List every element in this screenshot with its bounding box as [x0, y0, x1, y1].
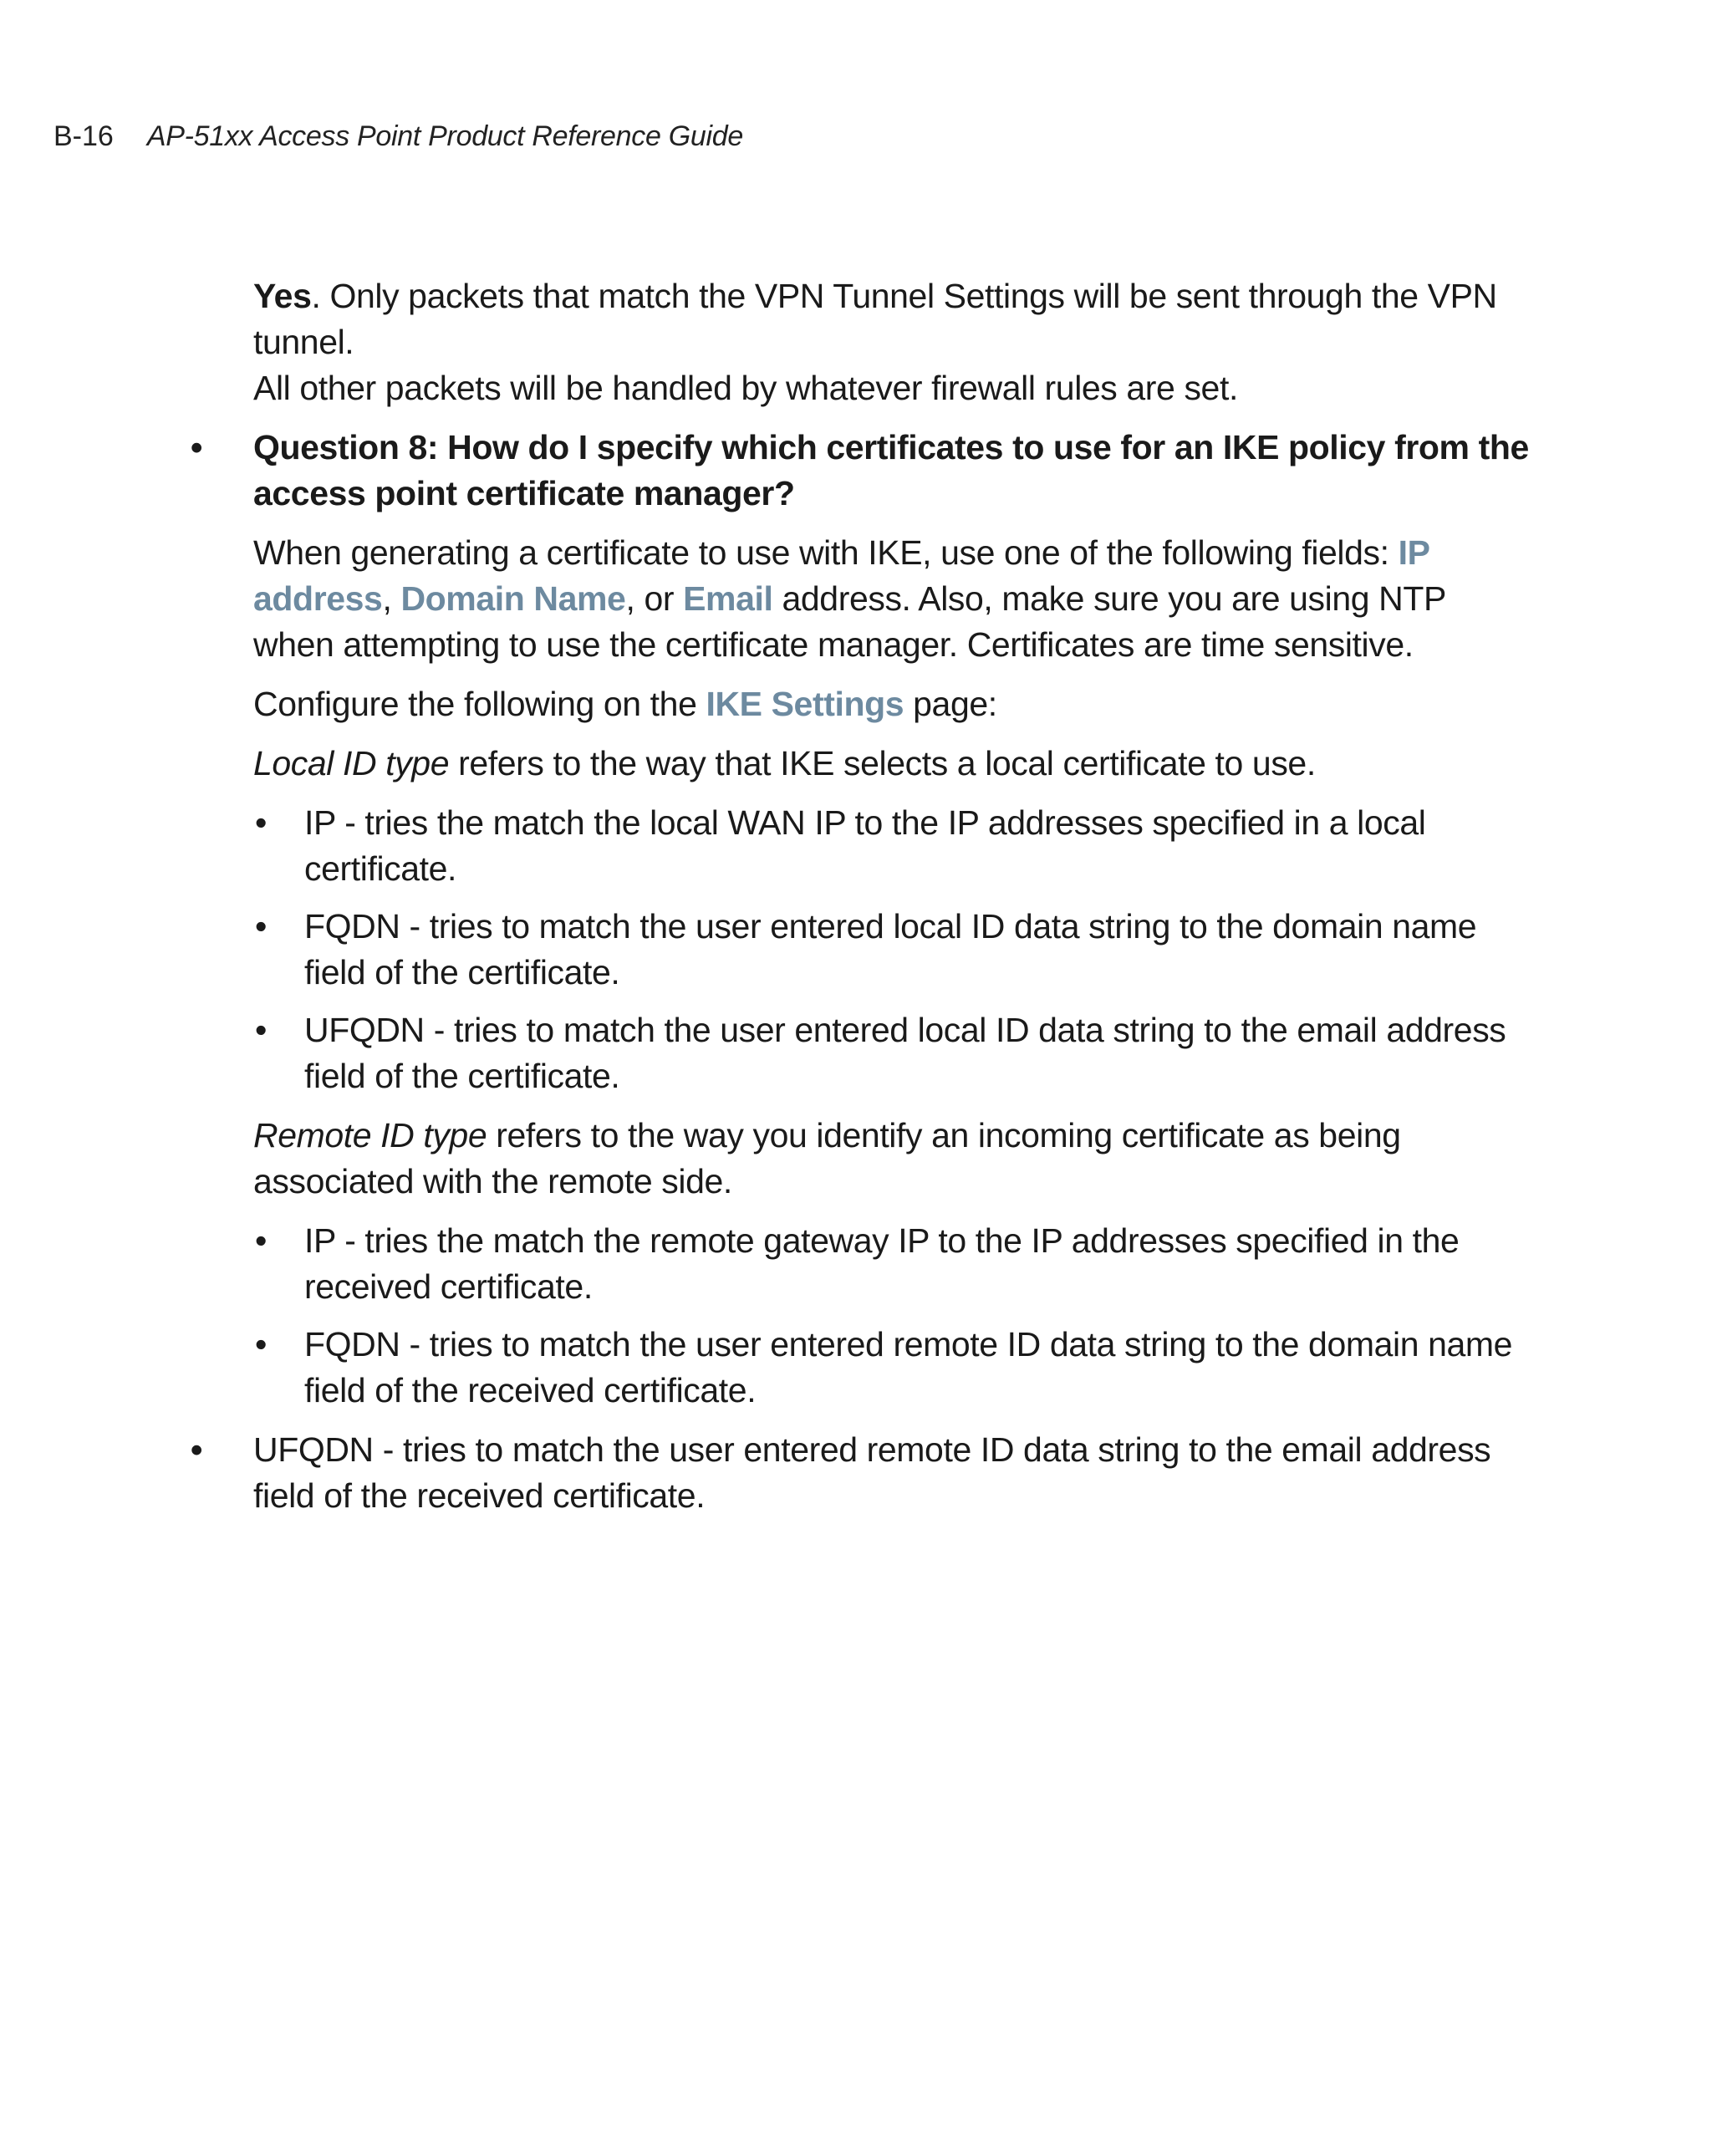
intro-line-1: . Only packets that match the VPN Tunnel Settings will be sent through the VPN tunnel. — [253, 277, 1497, 361]
body-content — [191, 273, 1532, 1532]
email-field-link: Email — [683, 579, 773, 618]
configure-text-before: Configure the following on the — [253, 685, 706, 723]
list-item-text: UFQDN - tries to match the user entered local ID data string to the email address field of the certificate. — [304, 1011, 1506, 1095]
remote-id-options-list — [253, 1218, 1532, 1414]
list-item — [253, 1322, 1532, 1414]
remote-id-type-desc: refers to the way you identify an incoming certificate as being associated with the remote side. — [253, 1116, 1401, 1200]
list-item — [253, 800, 1532, 892]
local-id-type-desc: refers to the way that IKE selects a local certificate to use. — [449, 744, 1316, 782]
bullet-icon: • — [191, 428, 202, 466]
list-item-text: IP - tries the match the local WAN IP to the IP addresses specified in a local certificate. — [304, 803, 1426, 888]
list-item-text: IP - tries the match the remote gateway IP to the IP addresses specified in the received certificate. — [304, 1221, 1460, 1306]
question-8-item — [191, 425, 1532, 1414]
local-id-options-list — [253, 800, 1532, 1099]
fields-separator-1: , — [382, 579, 401, 618]
configure-paragraph — [253, 681, 1532, 727]
ufqdn-remote-text: UFQDN - tries to match the user entered remote ID data string to the email address field of the received certificate. — [253, 1430, 1491, 1515]
bullet-icon: • — [255, 1221, 267, 1260]
bullet-icon: • — [255, 907, 267, 945]
configure-text-after: page: — [904, 685, 997, 723]
ike-settings-link: IKE Settings — [706, 685, 904, 723]
list-item — [253, 1218, 1532, 1310]
ip-address-field-link: IP address — [253, 533, 1429, 618]
bullet-icon: • — [191, 1430, 202, 1469]
running-header — [54, 117, 743, 155]
local-id-type-paragraph — [253, 741, 1532, 787]
remote-id-type-term: Remote ID type — [253, 1116, 487, 1154]
local-id-type-term: Local ID type — [253, 744, 450, 782]
intro-line-2: All other packets will be handled by whatever firewall rules are set. — [253, 369, 1238, 407]
list-item-text: FQDN - tries to match the user entered local ID data string to the domain name field of the certificate. — [304, 907, 1477, 991]
fields-text-before: When generating a certificate to use with IKE, use one of the following fields: — [253, 533, 1399, 572]
list-item-text: FQDN - tries to match the user entered remote ID data string to the domain name field of the received certificate. — [304, 1325, 1513, 1409]
fields-separator-2: , or — [625, 579, 684, 618]
intro-paragraph — [253, 273, 1532, 411]
fields-text-after: address. Also, make sure you are using NTP when attempting to use the certificate manager. Certificates are time sensitive. — [253, 579, 1446, 664]
remote-id-type-paragraph — [253, 1113, 1532, 1205]
guide-title: AP-51xx Access Point Product Reference Guide — [146, 120, 743, 152]
list-item — [253, 1007, 1532, 1099]
bullet-icon: • — [255, 1325, 267, 1363]
bullet-icon: • — [255, 1011, 267, 1049]
ufqdn-remote-item — [191, 1427, 1532, 1519]
bullet-icon: • — [255, 803, 267, 842]
list-item — [253, 904, 1532, 996]
yes-label: Yes — [253, 277, 312, 315]
certificate-fields-paragraph — [253, 530, 1532, 668]
question-8-title: Question 8: How do I specify which certificates to use for an IKE policy from the access point certificate manager? — [253, 428, 1529, 512]
page-number: B-16 — [54, 120, 114, 152]
domain-name-field-link: Domain Name — [400, 579, 626, 618]
